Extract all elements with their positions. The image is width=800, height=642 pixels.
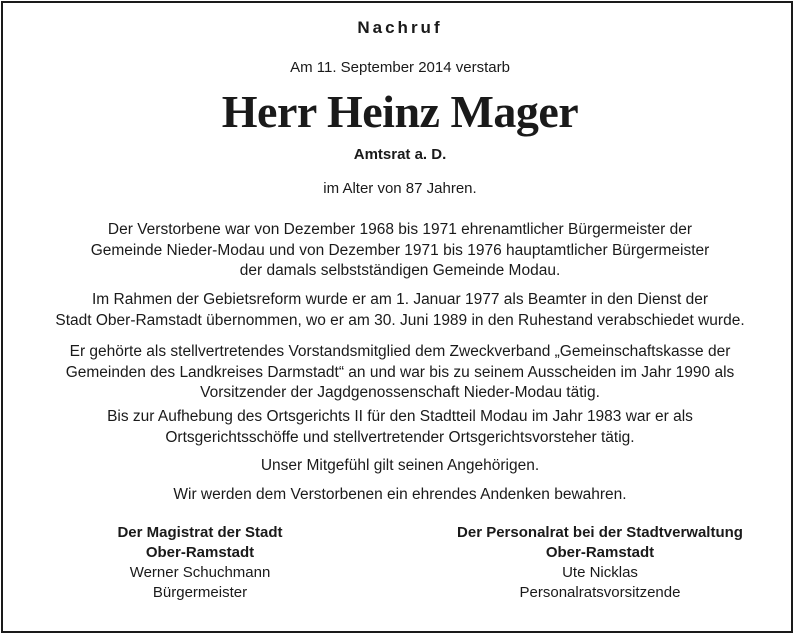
text-line: Vorsitzender der Jagdgenossenschaft Nieder-Modau tätig. — [200, 384, 600, 401]
text-line: Unser Mitgefühl gilt seinen Angehörigen. — [260, 457, 540, 474]
notice-heading: Nachruf — [357, 18, 443, 37]
signature-org-city: Ober-Ramstadt — [545, 544, 655, 561]
paragraph-associations — [0, 342, 800, 404]
deceased-title: Amtsrat a. D. — [353, 146, 447, 163]
deceased-age: im Alter von 87 Jahren. — [323, 180, 477, 197]
paragraph-career-mayor — [0, 220, 800, 282]
signature-org-city: Ober-Ramstadt — [145, 544, 255, 561]
paragraph-civil-service — [0, 290, 800, 331]
text-line: Stadt Ober-Ramstadt übernommen, wo er am 30. Juni 1989 in den Ruhestand verabschiedet wurde. — [55, 311, 745, 329]
deceased-name: Herr Heinz Mager — [221, 86, 579, 137]
signature-role: Bürgermeister — [152, 584, 248, 601]
signature-person: Werner Schuchmann — [129, 564, 271, 581]
signature-role: Personalratsvorsitzende — [519, 584, 681, 601]
signature-org: Der Personalrat bei der Stadtverwaltung — [457, 524, 743, 541]
text-line: Ortsgerichtsschöffe und stellvertretender Ortsgerichtsvorsteher tätig. — [165, 428, 635, 446]
signature-magistrat — [60, 523, 340, 603]
text-line: der damals selbstständigen Gemeinde Modau. — [239, 262, 561, 279]
paragraph-local-court — [0, 407, 800, 448]
text-line: Gemeinde Nieder-Modau und von Dezember 1971 bis 1976 hauptamtlicher Bürgermeister — [90, 241, 710, 259]
text-line: Gemeinden des Landkreises Darmstadt“ an und war bis zu seinem Ausscheiden im Jahr 1990 als — [65, 363, 735, 381]
text-line: Wir werden dem Verstorbenen ein ehrendes Andenken bewahren. — [173, 486, 627, 503]
death-announcement: Am 11. September 2014 verstarb — [290, 59, 510, 76]
paragraph-remembrance — [0, 485, 800, 506]
signature-person: Ute Nicklas — [562, 564, 638, 581]
signature-org: Der Magistrat der Stadt — [117, 524, 283, 541]
text-line: Bis zur Aufhebung des Ortsgerichts II für den Stadtteil Modau im Jahr 1983 war er als — [107, 408, 693, 425]
text-line: Der Verstorbene war von Dezember 1968 bis 1971 ehrenamtlicher Bürgermeister der — [107, 221, 693, 238]
paragraph-condolence — [0, 456, 800, 477]
text-line: Er gehörte als stellvertretendes Vorstandsmitglied dem Zweckverband „Gemeinschaftskasse der — [69, 343, 731, 360]
signature-personalrat — [430, 523, 770, 603]
text-line: Im Rahmen der Gebietsreform wurde er am 1. Januar 1977 als Beamter in den Dienst der — [92, 291, 708, 308]
